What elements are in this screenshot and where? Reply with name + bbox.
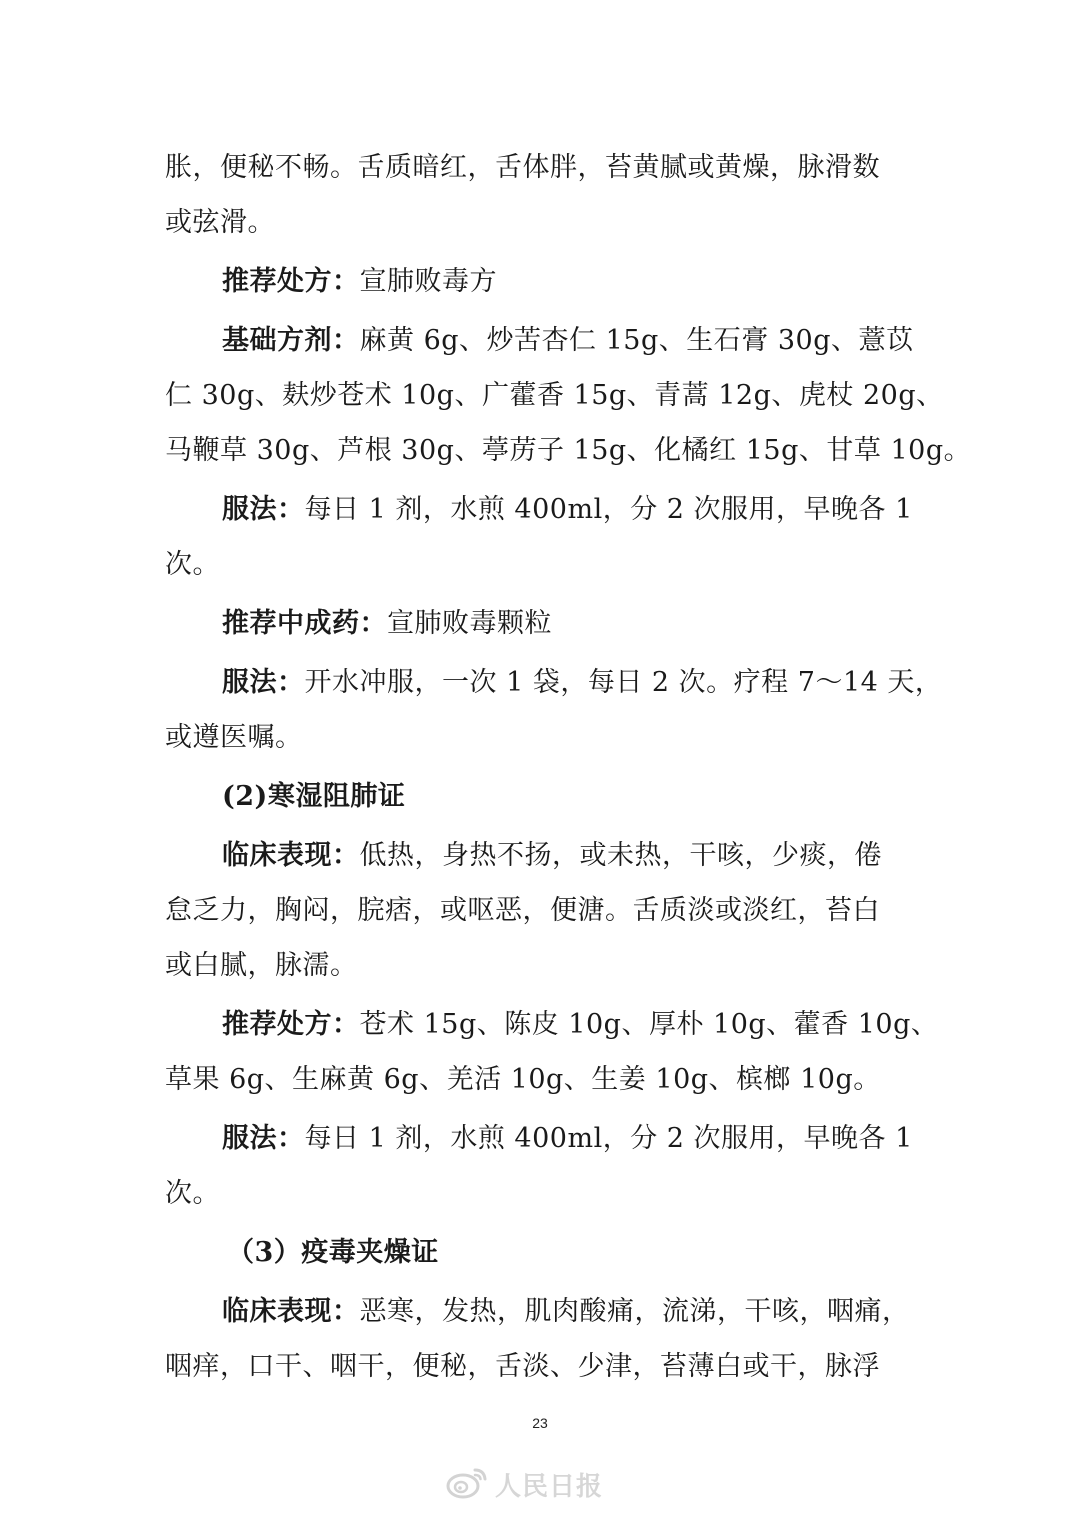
text: 每日 1 剂，水煎 400ml，分 2 次服用，早晚各 1 [304, 494, 913, 525]
paragraph-dosage [165, 655, 943, 710]
text: 苍术 15g、陈皮 10g、厚朴 10g、藿香 10g、 [359, 1009, 939, 1040]
label: 服法： [222, 1123, 305, 1154]
text-line: 仁 30g、麸炒苍术 10g、广藿香 15g、青蒿 12g、虎杖 20g、 [165, 380, 944, 411]
text: 开水冲服，一次 1 袋，每日 2 次。疗程 7～14 天， [304, 667, 943, 698]
paragraph-dosage [165, 482, 917, 537]
label: 推荐处方： [222, 1009, 360, 1040]
text: 宣肺败毒颗粒 [387, 608, 552, 639]
text-line: 次。 [165, 549, 220, 580]
label: 服法： [222, 667, 305, 698]
label: 基础方剂： [222, 325, 360, 356]
paragraph-clinical-manifestation [165, 1284, 917, 1339]
weibo-logo-icon [445, 1464, 489, 1504]
paragraph-basic-formula [165, 313, 917, 368]
text-line: 马鞭草 30g、芦根 30g、葶苈子 15g、化橘红 15g、甘草 10g。 [165, 435, 972, 466]
section-heading: (2)寒湿阻肺证 [222, 781, 406, 812]
label: 临床表现： [222, 1296, 360, 1327]
watermark [445, 1464, 603, 1504]
paragraph-dosage [165, 1111, 917, 1166]
text-line: 或白腻，脉濡。 [165, 950, 358, 981]
paragraph-recommended-prescription [165, 997, 939, 1052]
page-number: 23 [532, 1415, 548, 1431]
text-line: 咽痒，口干、咽干，便秘，舌淡、少津，苔薄白或干，脉浮 [165, 1351, 880, 1382]
label: 临床表现： [222, 840, 360, 871]
label: 推荐中成药： [222, 608, 387, 639]
text-line: 草果 6g、生麻黄 6g、羌活 10g、生姜 10g、槟榔 10g。 [165, 1064, 881, 1095]
section-heading: （3）疫毒夹燥证 [227, 1237, 439, 1268]
watermark-text: 人民日报 [495, 1470, 604, 1501]
text: 麻黄 6g、炒苦杏仁 15g、生石膏 30g、薏苡 [359, 325, 914, 356]
text-line: 或弦滑。 [165, 207, 275, 238]
paragraph-recommended-patent-medicine [165, 596, 917, 651]
text-line: 怠乏力，胸闷，脘痞，或呕恶，便溏。舌质淡或淡红，苔白 [165, 895, 880, 926]
text-line: 胀，便秘不畅。舌质暗红，舌体胖，苔黄腻或黄燥，脉滑数 [165, 152, 880, 183]
paragraph-recommended-prescription [165, 254, 917, 309]
text: 每日 1 剂，水煎 400ml，分 2 次服用，早晚各 1 [304, 1123, 913, 1154]
label: 推荐处方： [222, 266, 360, 297]
text-line: 或遵医嘱。 [165, 722, 303, 753]
text: 宣肺败毒方 [359, 266, 497, 297]
document-body [165, 140, 972, 1394]
text: 恶寒，发热，肌肉酸痛，流涕，干咳，咽痛， [359, 1296, 910, 1327]
label: 服法： [222, 494, 305, 525]
text-line: 次。 [165, 1178, 220, 1209]
text: 低热，身热不扬，或未热，干咳，少痰，倦 [359, 840, 882, 871]
paragraph-clinical-manifestation [165, 828, 917, 883]
